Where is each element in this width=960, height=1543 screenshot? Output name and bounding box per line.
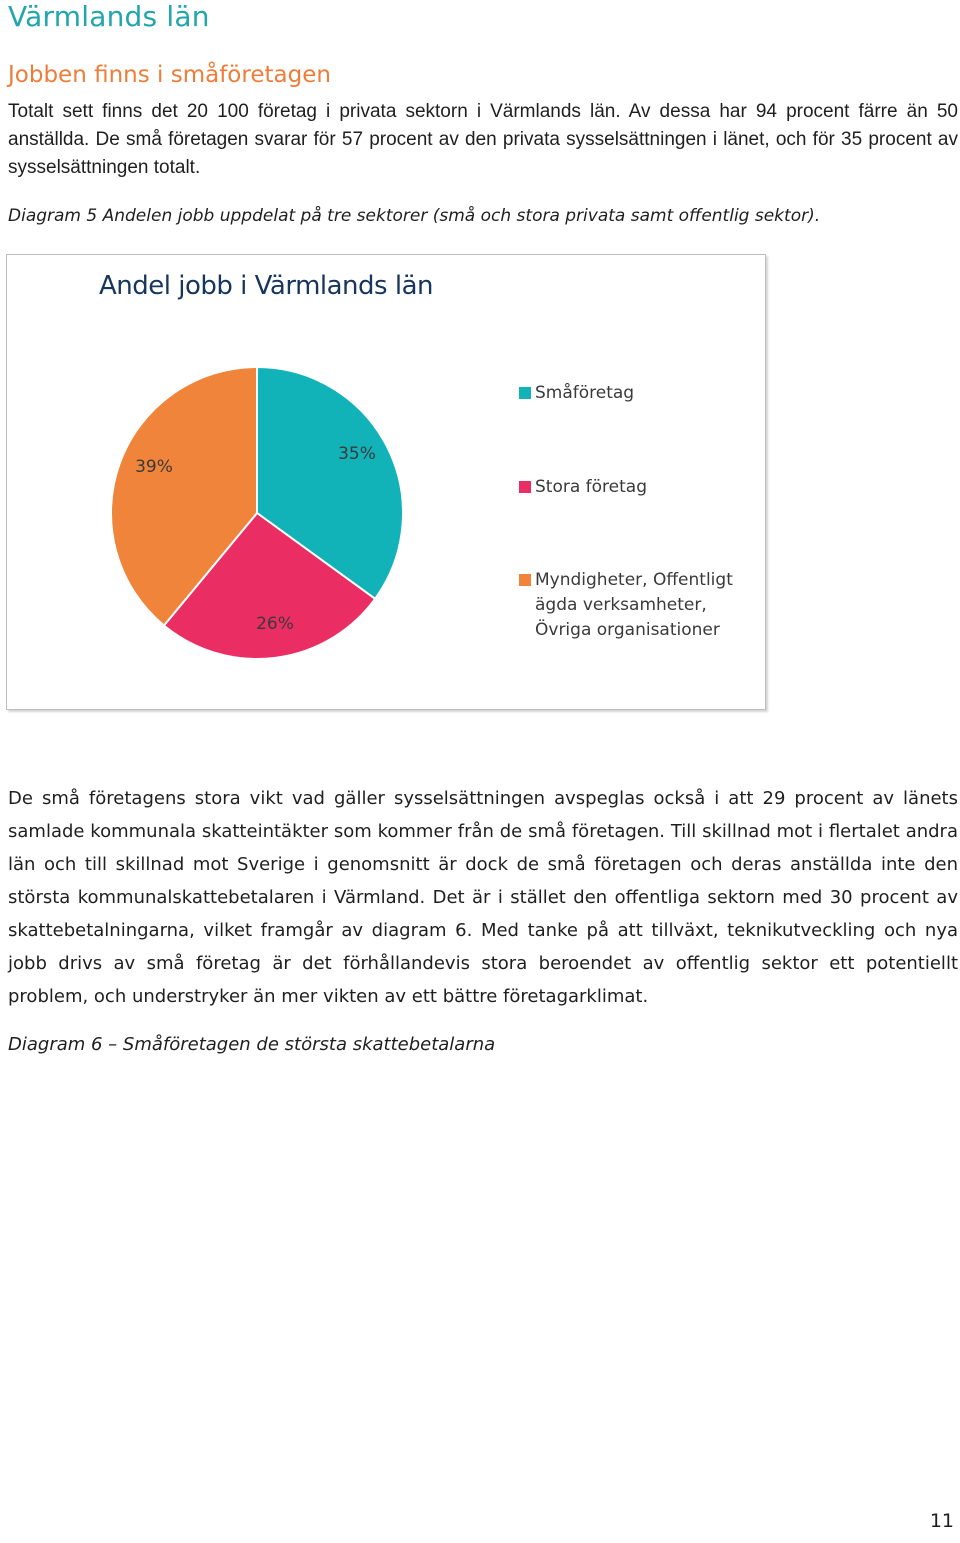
legend-label-2: Myndigheter, Offentligt ägda verksamheter, Övriga organisationer	[535, 570, 733, 640]
pie-slice-label-1: 26%	[256, 614, 294, 634]
region-title: Värmlands län	[8, 0, 210, 33]
body-paragraph: De små företagens stora vikt vad gäller sysselsättningen avspeglas också i att 29 procent av länets samlade kommunala skatteintäkter som kommer från de små företagen. Till skillnad mot i flertalet andra län och till skillnad mot Sverige i genomsnitt är dock de små företagen och deras anställda inte den största kommunalskattebetalaren i Värmland. Det är i stället den offentliga sektorn med 30 procent av skattebetalningarna, vilket framgår av diagram 6. Med tanke på att tillväxt, teknikutveckling och nya jobb drivs av små företag är det förhållandevis stora beroendet av offentlig sektor ett potentiellt problem, och understryker än mer vikten av ett bättre företagarklimat.	[8, 788, 958, 1007]
legend-item-2	[519, 568, 733, 643]
chart-title: Andel jobb i Värmlands län	[99, 271, 433, 301]
section-title: Jobben finns i småföretagen	[8, 62, 331, 88]
page-number: 11	[929, 1510, 954, 1532]
legend-swatch-2	[519, 574, 531, 586]
legend-swatch-1	[519, 481, 531, 493]
pie-slice-label-0: 35%	[338, 444, 376, 464]
intro-paragraph: Totalt sett finns det 20 100 företag i privata sektorn i Värmlands län. Av dessa har 94 procent färre än 50 anställda. De små företagen svarar för 57 procent av den privata sysselsättningen i länet, och för 35 procent av sysselsättningen totalt.	[8, 101, 958, 178]
diagram6-caption: Diagram 6 – Småföretagen de största skattebetalarna	[8, 1034, 496, 1055]
legend-item-0	[519, 381, 634, 406]
diagram5-caption: Diagram 5 Andelen jobb uppdelat på tre sektorer (små och stora privata samt offentlig sektor).	[8, 206, 821, 226]
legend-label-0: Småföretag	[535, 383, 635, 403]
pie-chart-frame	[6, 254, 766, 710]
chart-legend	[519, 255, 759, 709]
pie-chart	[7, 255, 519, 709]
legend-label-1: Stora företag	[535, 477, 648, 497]
legend-swatch-0	[519, 387, 531, 399]
legend-item-1	[519, 475, 647, 500]
pie-slice-label-2: 39%	[135, 457, 173, 477]
